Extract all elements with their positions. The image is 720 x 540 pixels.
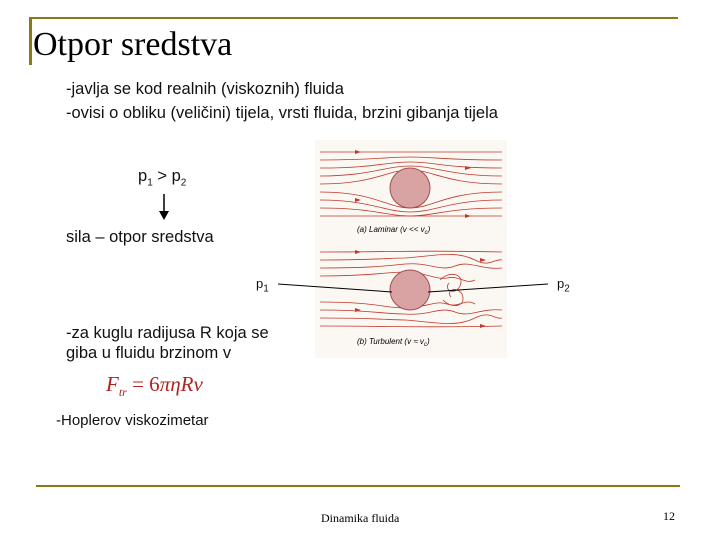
greater-than-sign: > [152,167,172,185]
pressure-p1-symbol: p [138,167,148,185]
slide-title: Otpor sredstva [33,26,233,63]
pressure-p2-symbol: p [171,167,181,185]
p2-subscript: 2 [564,283,570,295]
formula-subscript: tr [118,385,127,400]
force-label: sila – otpor sredstva [66,228,214,246]
p1-symbol: p [256,276,264,291]
caption-laminar: (a) Laminar $(v << v_c)$ [357,225,431,236]
p1-pointer-line [278,284,392,292]
footer-title: Dinamika fluida [321,511,400,525]
p1-subscript: 1 [263,283,269,295]
sphere-text-line1: -za kuglu radijusa R koja se [66,324,269,342]
hopler-viscometer-text: -Hoplerov viskozimetar [56,412,209,429]
pressure-p2-subscript: 2 [180,177,187,189]
formula-equals: = 6 [126,372,160,396]
formula-rest: πηRv [159,372,203,396]
page-number: 12 [663,509,675,523]
bullet-depends-on: -ovisi o obliku (veličini) tijela, vrsti fluida, brzini gibanja tijela [66,104,498,122]
formula-force-symbol: F [106,372,119,396]
bullet-real-fluids: -javlja se kod realnih (viskoznih) fluida [66,80,344,98]
p2-pointer-line [428,284,548,292]
p2-symbol: p [557,276,565,291]
pressure-p1-subscript: 1 [147,177,153,189]
sphere-text-line2: giba u fluidu brzinom v [66,344,232,362]
caption-turbulent: (b) Turbulent $(v \approx v_c)$ [357,337,430,348]
stokes-formula [106,372,203,400]
